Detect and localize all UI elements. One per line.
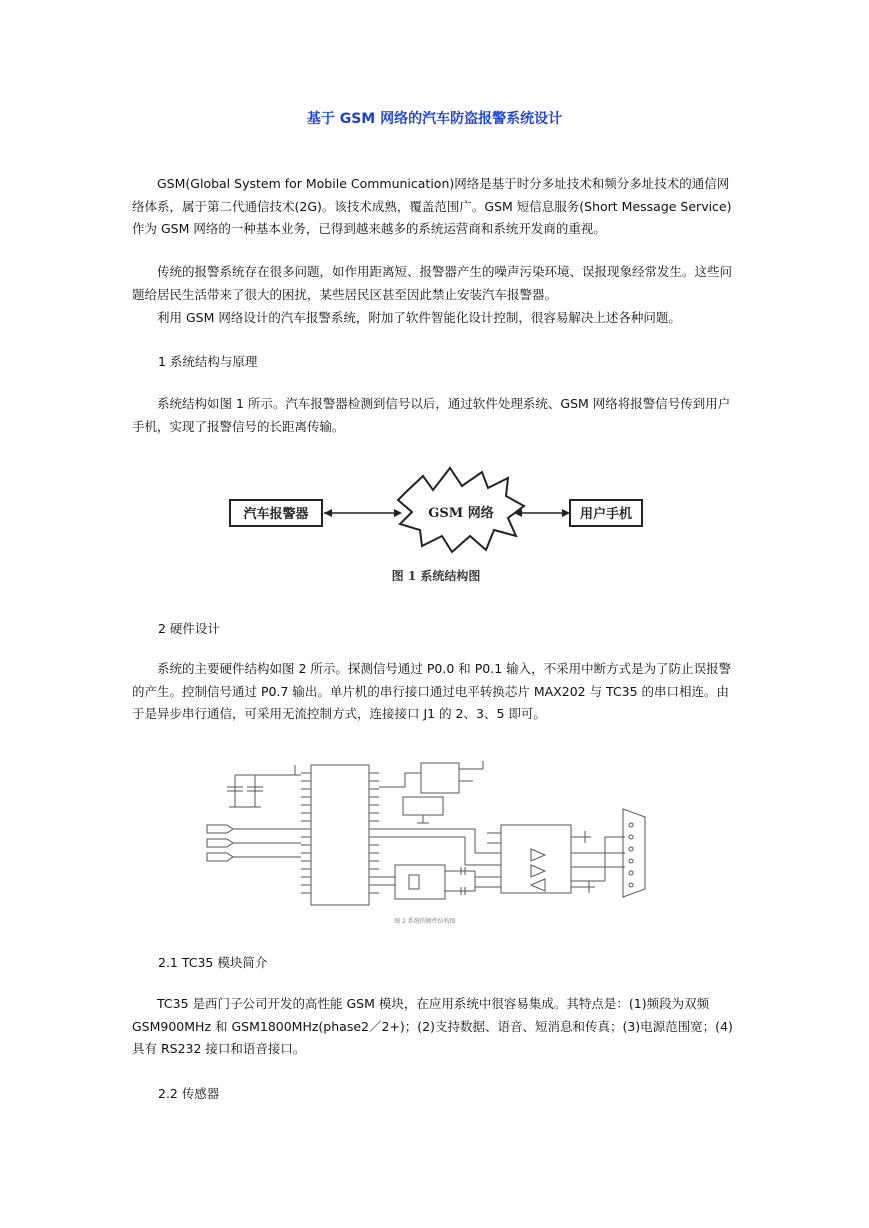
figure-1-caption: 图 1 系统结构图 [391,569,481,583]
paragraph-text: 系统结构如图 1 所示。汽车报警器检测到信号以后，通过软件处理系统、GSM 网络将报警信号传到用户手机，实现了报警信号的长距离传输。 [132,396,731,434]
paragraph-tc35-intro [132,993,740,1061]
figure-2-hardware-schematic [205,757,665,932]
arrowhead [562,509,570,517]
paragraph-gsm-solution [132,307,740,330]
paragraph-text: 传统的报警系统存在很多问题，如作用距离短、报警器产生的噪声污染环境、误报现象经常发生。这些问题给居民生活带来了很大的困扰，某些居民区甚至因此禁止安装汽车报警器。 [132,264,733,302]
section-heading-1: 1 系统结构与原理 [158,354,258,369]
paragraph-gsm-intro [132,173,740,241]
paragraph-hardware-design [132,658,740,726]
page-title: 基于 GSM 网络的汽车防盗报警系统设计 [306,111,563,127]
section-heading-2-1: 2.1 TC35 模块简介 [158,955,268,970]
paragraph-text: 利用 GSM 网络设计的汽车报警系统，附加了软件智能化设计控制，很容易解决上述各种问题。 [132,310,681,325]
figure-1-system-diagram [226,466,646,594]
paragraph-text: 系统的主要硬件结构如图 2 所示。探测信号通过 P0.0 和 P0.1 输入，不采用中断方式是为了防止误报警的产生。控制信号通过 P0.7 输出。单片机的串行接口通过电平转换芯片 MAX202 与 TC35 的串口相连。由于是异步串行通信，可采用无流控制方式，连接接口 J1 的 2、3、5 即可。 [132,661,732,721]
gsm-network-label: GSM 网络 [428,506,494,521]
box-user-phone [570,500,642,526]
paragraph-traditional-problems [132,261,740,306]
box-car-alarm [230,500,322,526]
figure-2-caption: 图 2 系统的硬件结构图 [394,918,456,925]
box-car-alarm-label: 汽车报警器 [243,507,309,522]
section-heading-2-2: 2.2 传感器 [158,1086,220,1101]
paragraph-text: TC35 是西门子公司开发的高性能 GSM 模块，在应用系统中很容易集成。其特点是：(1)频段为双频 GSM900MHz 和 GSM1800MHz(phase2／2+)；(2)支持数据、语音、短消息和传真；(3)电源范围宽；(4)具有 RS232 接口和语音接口。 [132,996,733,1056]
section-heading-2: 2 硬件设计 [158,621,220,636]
paragraph-system-structure [132,393,740,438]
arrowhead [324,509,332,517]
watchdog-chip [421,763,459,793]
arrowhead [394,509,402,517]
box-user-phone-label: 用户手机 [579,507,633,522]
paragraph-text: GSM(Global System for Mobile Communication)网络是基于时分多址技术和频分多址技术的通信网络体系，属于第二代通信技术(2G)。该技术成熟，覆盖范围广。GSM 短信息服务(Short Message Service)作为 GSM 网络的一种基本业务，已得到越来越多的系统运营商和系统开发商的重视。 [132,176,732,236]
gsm-network-burst [398,468,524,552]
mcu-chip [311,765,369,905]
